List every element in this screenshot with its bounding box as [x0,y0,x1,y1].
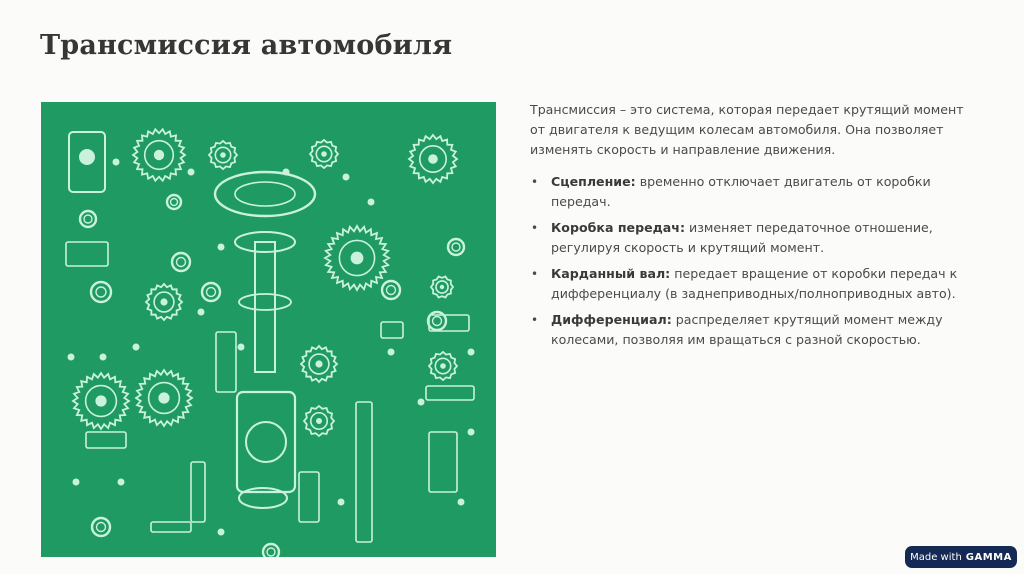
small-part [113,159,120,166]
bearing-icon [91,282,111,302]
small-part [418,399,425,406]
gearbox-port [79,149,95,165]
bearing-icon [448,239,464,255]
flywheel-icon [215,172,315,216]
intro-paragraph: Трансмиссия – это система, которая передает крутящий момент от двигателя к ведущим колесам автомобиля. Она позволяет изменять скорость и направление движения. [530,102,964,157]
small-part [338,499,345,506]
gear-hub [316,418,322,424]
bolt-icon [216,332,236,392]
bearing-inner [387,286,396,295]
bullet-dot: • [531,175,539,189]
bullet-term: Сцепление: [551,174,636,189]
gamma-logo: GAMMA [965,551,1012,563]
bolt-icon [151,522,191,532]
bullet-term: Коробка передач: [551,220,685,235]
small-part [73,479,80,486]
small-part [238,344,245,351]
driveshaft-icon [255,242,275,372]
small-part [218,529,225,536]
badge-prefix: Made with [910,551,962,563]
made-with-gamma-badge[interactable] [905,546,1017,568]
small-part [100,354,107,361]
bearing-inner [171,199,178,206]
bullet-driveshaft [530,264,970,304]
parts-svg [41,102,496,557]
bullet-term: Карданный вал: [551,266,671,281]
bolt-icon [299,472,319,522]
bearing-inner [267,548,275,556]
bullet-list [530,172,970,350]
small-part [388,349,395,356]
bearing-inner [433,317,442,326]
gear-hub [154,150,164,160]
bullet-text: передает вращение от коробки передач к дифференциалу (в заднеприводных/полноприводных авто). [551,266,958,301]
bearing-inner [97,523,106,532]
small-part [368,199,375,206]
bearing-icon [92,518,110,536]
bracket-icon [66,242,108,266]
bolt-icon [86,432,126,448]
small-part [118,479,125,486]
gear-hub [158,392,169,403]
bearing-icon [382,281,400,299]
bullet-gearbox [530,218,970,258]
gear-hub [321,151,327,157]
bearing-icon [202,283,220,301]
bullet-dot: • [531,221,539,235]
gear-hub [440,363,446,369]
gear-hub [95,395,106,406]
small-part [198,309,205,316]
shaft-flange [239,294,291,310]
bullet-dot: • [531,313,539,327]
connecting-rod-icon [191,462,205,522]
bearing-inner [207,288,216,297]
bearing-inner [452,243,460,251]
small-part [283,169,290,176]
small-part [188,169,195,176]
axle-icon [356,402,372,542]
page-title: Трансмиссия автомобиля [40,30,453,61]
bullet-clutch [530,172,970,212]
bearing-icon [80,211,96,227]
small-part [68,354,75,361]
bearing-inner [96,287,106,297]
bullet-term: Дифференциал: [551,312,672,327]
gear-hub [440,285,444,289]
bullet-text: изменяет передаточное отношение, регулируя скорость и крутящий момент. [551,220,933,255]
gear-hub [351,252,364,265]
bullet-dot: • [531,267,539,281]
gear-hub [315,360,322,367]
cv-joint-icon [429,432,457,492]
bearing-icon [167,195,181,209]
bolt-icon [381,322,403,338]
bullet-text: распределяет крутящий момент между колесами, позволяя им вращаться с разной скоростью. [551,312,943,347]
gear-hub [220,152,226,158]
gear-hub [428,154,438,164]
bearing-icon [263,544,279,557]
gear-hub [160,298,167,305]
bearing-inner [177,258,186,267]
small-part [218,244,225,251]
bearing-inner [84,215,92,223]
small-part [468,349,475,356]
flywheel-inner [235,182,295,206]
small-part [458,499,465,506]
small-part [343,174,350,181]
small-part [133,344,140,351]
bullet-text: временно отключает двигатель от коробки передач. [551,174,931,209]
differential-gear [246,422,286,462]
transmission-parts-illustration [41,102,496,557]
bolt-icon [426,386,474,400]
bullet-differential [530,310,970,350]
bearing-icon [172,253,190,271]
content-block [530,100,970,356]
small-part [468,429,475,436]
